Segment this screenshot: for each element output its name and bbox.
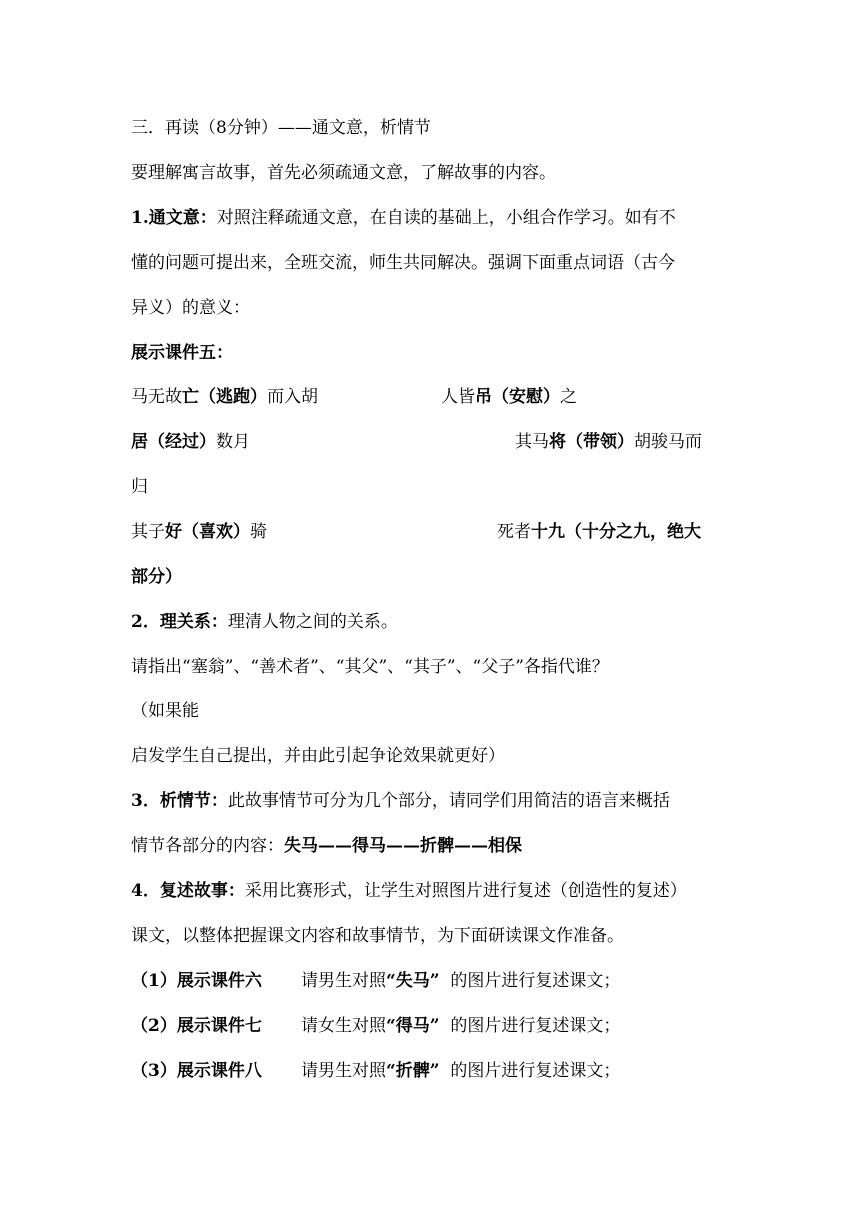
paragraph-4-line-2: 课文，以整体把握课文内容和故事情节，为下面研读课文作准备。 <box>131 926 624 946</box>
paragraph-1-line-2: 懂的问题可提出来，全班交流，师生共同解决。强调下面重点词语（古今 <box>131 253 675 273</box>
paragraph-3-line-1 <box>131 790 670 812</box>
vocab-3b-term: 十九（十分之九，绝大 <box>531 522 701 542</box>
paragraph-2-question-end: 启发学生自己提出，并由此引起争论效果就更好） <box>131 746 505 766</box>
vocab-1a-post: 而入胡 <box>267 387 318 407</box>
vocab-2b-pre: 其马 <box>515 432 549 452</box>
item-number: （2）展示课件七 <box>131 1016 262 1036</box>
vocab-2a-term: 居（经过） <box>131 432 216 452</box>
item-number: （1）展示课件六 <box>131 971 262 991</box>
paragraph-3-label: 3．析情节： <box>131 791 228 811</box>
item-pre: 请男生对照 <box>301 971 386 991</box>
vocab-3a-term: 好（喜欢） <box>165 522 250 542</box>
vocab-2b-post: 胡骏马而 <box>634 432 702 452</box>
vocab-2b-term: 将（带领） <box>549 432 634 452</box>
item-number: （3）展示课件八 <box>131 1061 262 1081</box>
vocab-2b-wrap: 归 <box>131 477 148 497</box>
item-keyword: “折髀” <box>386 1061 440 1081</box>
vocab-2a <box>131 431 250 453</box>
intro-paragraph: 要理解寓言故事，首先必须疏通文意，了解故事的内容。 <box>131 163 556 183</box>
vocab-1b-pre: 人皆 <box>441 387 475 407</box>
paragraph-1-line-1 <box>131 207 676 229</box>
vocab-1b-term: 吊（安慰） <box>475 387 560 407</box>
vocab-3b-wrap: 部分） <box>131 567 182 587</box>
paragraph-2-text: 理清人物之间的关系。 <box>227 612 398 632</box>
item-pre: 请女生对照 <box>301 1016 386 1036</box>
show-courseware-5: 展示课件五： <box>131 343 233 363</box>
vocab-1b <box>441 386 577 408</box>
vocab-2b <box>515 431 702 453</box>
item-post: 的图片进行复述课文； <box>450 971 621 991</box>
item-pre: 请男生对照 <box>301 1061 386 1081</box>
list-item-text <box>301 1015 620 1037</box>
item-keyword: “失马” <box>386 971 440 991</box>
section-heading: 三．再读（8分钟）——通文意，析情节 <box>131 118 431 138</box>
vocab-1b-post: 之 <box>560 387 577 407</box>
paragraph-4-text: 采用比赛形式，让学生对照图片进行复述（创造性的复述） <box>244 881 687 901</box>
paragraph-2-question: 请指出“塞翁”、“善术者”、“其父”、“其子”、“父子”各指代谁？ <box>131 657 609 677</box>
vocab-2a-post: 数月 <box>216 432 250 452</box>
paragraph-4-line-1 <box>131 880 687 902</box>
list-item-text <box>301 970 620 992</box>
vocab-3a-post: 骑 <box>250 522 267 542</box>
paragraph-3-line-2 <box>131 835 522 857</box>
vocab-1a <box>131 386 318 408</box>
paragraph-2-line-1 <box>131 611 398 633</box>
vocab-3a <box>131 521 267 543</box>
paragraph-1-label: 1.通文意： <box>131 208 217 228</box>
paragraph-4-label: 4．复述故事： <box>131 881 245 901</box>
list-item <box>131 1060 262 1082</box>
paragraph-1-text: 对照注释疏通文意，在自读的基础上，小组合作学习。如有不 <box>216 208 676 228</box>
paragraph-3-text: 此故事情节可分为几个部分，请同学们用简洁的语言来概括 <box>227 791 670 811</box>
vocab-3b <box>497 521 701 543</box>
item-keyword: “得马” <box>386 1016 440 1036</box>
vocab-1a-term: 亡（逃跑） <box>182 387 267 407</box>
item-post: 的图片进行复述课文； <box>450 1061 621 1081</box>
vocab-3b-pre: 死者 <box>497 522 531 542</box>
paragraph-1-line-3: 异义）的意义： <box>131 298 250 318</box>
list-item <box>131 1015 262 1037</box>
paragraph-2-question-cont: （如果能 <box>131 701 199 721</box>
paragraph-2-label: 2．理关系： <box>131 612 228 632</box>
item-post: 的图片进行复述课文； <box>450 1016 621 1036</box>
paragraph-3-text-2: 情节各部分的内容： <box>131 836 284 856</box>
plot-sequence: 失马——得马——折髀——相保 <box>284 836 522 856</box>
list-item-text <box>301 1060 620 1082</box>
vocab-1a-pre: 马无故 <box>131 387 182 407</box>
list-item <box>131 970 262 992</box>
vocab-3a-pre: 其子 <box>131 522 165 542</box>
